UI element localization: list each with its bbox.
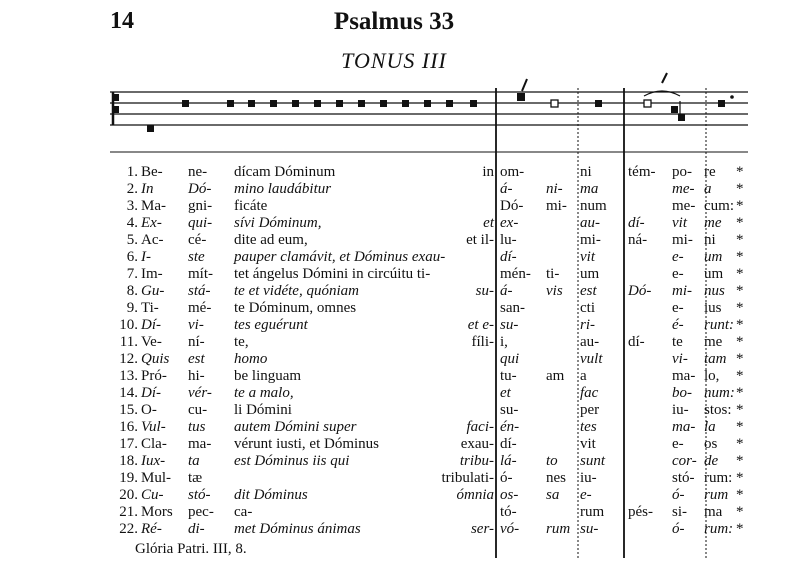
syllable: Vul-	[141, 419, 166, 435]
syllable: mén-	[500, 266, 531, 282]
syllable: est	[188, 351, 205, 367]
syllable: stos:	[704, 402, 732, 418]
asterisk-mark: *	[736, 402, 744, 418]
syllable: ómnia	[456, 487, 494, 503]
syllable: vér-	[188, 385, 212, 401]
syllable: dí-	[628, 334, 645, 350]
neume-note-hollow	[644, 100, 651, 107]
asterisk-mark: *	[736, 470, 744, 486]
syllable: mi-	[672, 232, 693, 248]
syllable: In	[141, 181, 154, 197]
syllable: Dí-	[141, 317, 161, 333]
syllable: ma-	[672, 368, 696, 384]
verse-number: 21.	[119, 504, 138, 520]
syllable: os-	[500, 487, 519, 503]
syllable: exau-	[460, 436, 494, 452]
syllable: bo-	[672, 385, 692, 401]
syllable: est	[580, 283, 597, 299]
syllable: rum	[704, 487, 729, 503]
verse-number: 6.	[126, 249, 138, 265]
syllable: um	[580, 266, 600, 282]
syllable: rum:	[704, 470, 733, 486]
syllable: fíli-	[471, 334, 494, 350]
syllable: di-	[188, 521, 205, 537]
syllable: é-	[672, 317, 684, 333]
syllable: ni	[704, 232, 716, 248]
verse-number: 8.	[126, 283, 138, 299]
verse-text: be linguam	[234, 368, 302, 384]
syllable: Iux-	[141, 453, 166, 469]
verse-text: tes eguérunt	[234, 317, 308, 333]
verse-number: 22.	[119, 521, 138, 537]
syllable: et il-	[466, 232, 494, 248]
syllable: Dó-	[188, 181, 212, 197]
syllable: Cu-	[141, 487, 164, 503]
syllable: ma	[580, 181, 599, 197]
syllable: e-	[672, 266, 684, 282]
syllable: re	[704, 164, 716, 180]
neume-note	[678, 114, 685, 121]
asterisk-mark: *	[736, 453, 744, 469]
syllable: to	[546, 453, 558, 469]
syllable: vis	[546, 283, 563, 299]
syllable: Cla-	[141, 436, 167, 452]
syllable: Ac-	[141, 232, 164, 248]
flex-cell	[234, 351, 494, 368]
syllable: me	[704, 334, 723, 350]
syllable: iu-	[672, 402, 689, 418]
verse-text: dícam Dóminum	[234, 164, 336, 180]
flex-cell	[234, 181, 494, 198]
page-title: Psalmus 33	[333, 8, 455, 35]
verse-text: te,	[234, 334, 249, 350]
syllable: dí-	[500, 249, 517, 265]
neume-note	[402, 100, 409, 107]
neumes	[147, 93, 734, 132]
verse-number: 9.	[126, 300, 138, 316]
flex-cell	[234, 164, 494, 181]
syllable: num:	[704, 385, 735, 401]
clef	[113, 92, 119, 125]
syllable: Im-	[141, 266, 163, 282]
flex-cell	[234, 266, 494, 283]
syllable: lu-	[500, 232, 517, 248]
asterisk-mark: *	[736, 283, 744, 299]
asterisk-mark: *	[736, 164, 744, 180]
syllable: in	[482, 164, 494, 180]
flex-cell	[234, 402, 494, 419]
flex-cell	[234, 334, 494, 351]
syllable: a	[704, 181, 712, 197]
syllable: stó-	[672, 470, 695, 486]
syllable: ní-	[188, 334, 205, 350]
syllable: rum	[546, 521, 571, 537]
neume-note	[336, 100, 343, 107]
verse-number: 17.	[119, 436, 138, 452]
syllable: ma-	[672, 419, 696, 435]
syllable: e-	[672, 436, 684, 452]
syllable: ti-	[546, 266, 560, 282]
syllable: stá-	[188, 283, 211, 299]
neume-note	[470, 100, 477, 107]
syllable: vit	[672, 215, 687, 231]
syllable: vit	[580, 249, 595, 265]
verse-number: 13.	[119, 368, 138, 384]
syllable: stó-	[188, 487, 211, 503]
syllable: Be-	[141, 164, 163, 180]
asterisk-mark: *	[736, 266, 744, 282]
syllable: vult	[580, 351, 603, 367]
flex-cell	[234, 419, 494, 436]
syllable: Ti-	[141, 300, 159, 316]
syllable: et	[500, 385, 511, 401]
syllable: dí-	[500, 436, 517, 452]
syllable: e-	[672, 249, 684, 265]
verse-number: 18.	[119, 453, 138, 469]
mora-dot	[730, 95, 734, 99]
syllable: um	[704, 266, 724, 282]
syllable: ste	[188, 249, 205, 265]
syllable: sa	[546, 487, 560, 503]
verse-text: homo	[234, 351, 268, 367]
verse-text: pauper clamávit, et Dóminus exau-	[234, 249, 446, 265]
verse-number: 15.	[119, 402, 138, 418]
verse-text: dit Dóminus	[234, 487, 308, 503]
asterisk-mark: *	[736, 198, 744, 214]
verse-number: 7.	[126, 266, 138, 282]
asterisk-mark: *	[736, 487, 744, 503]
syllable: O-	[141, 402, 157, 418]
syllable: cor-	[672, 453, 697, 469]
syllable: su-	[580, 521, 599, 537]
neume-note	[671, 106, 678, 113]
asterisk-mark: *	[736, 504, 744, 520]
flex-cell	[234, 300, 494, 317]
syllable: I-	[141, 249, 151, 265]
syllable: lá-	[500, 453, 517, 469]
syllable: ná-	[628, 232, 648, 248]
verse-text: est Dóminus iis qui	[234, 453, 350, 469]
syllable: á-	[500, 283, 513, 299]
syllable: po-	[672, 164, 692, 180]
syllable: vit	[580, 436, 596, 452]
neume-note	[314, 100, 321, 107]
neume-note	[517, 93, 525, 101]
verse-text: te et vidéte, quóniam	[234, 283, 359, 299]
syllable: me	[704, 215, 722, 231]
verse-text: dite ad eum,	[234, 232, 308, 248]
syllable: Quis	[141, 351, 170, 367]
syllable: te	[672, 334, 683, 350]
verse-text: te Dóminum, omnes	[234, 300, 357, 316]
neume-note	[446, 100, 453, 107]
asterisk-mark: *	[736, 249, 744, 265]
syllable: faci-	[466, 419, 494, 435]
syllable: am	[546, 368, 565, 384]
syllable: Mors	[141, 504, 173, 520]
syllable: me-	[672, 198, 696, 214]
syllable: vi-	[188, 317, 204, 333]
page-number: 14	[110, 8, 134, 34]
syllable: cé-	[188, 232, 207, 248]
neume-note	[227, 100, 234, 107]
verse-number: 16.	[119, 419, 138, 435]
syllable: ma	[704, 504, 723, 520]
neume-note	[147, 125, 154, 132]
verse-text: te a malo,	[234, 385, 294, 401]
verse-number: 5.	[126, 232, 138, 248]
flex-cell	[234, 215, 494, 232]
neume-note	[182, 100, 189, 107]
staff-lines	[110, 92, 748, 125]
syllable: tó-	[500, 504, 517, 520]
syllable: et e-	[467, 317, 494, 333]
syllable: pés-	[628, 504, 653, 520]
verse-number: 1.	[126, 164, 138, 180]
neume-note	[292, 100, 299, 107]
verse-text: met Dóminus ánimas	[234, 521, 361, 537]
syllable: me-	[672, 181, 695, 197]
verse-number: 20.	[119, 487, 138, 503]
syllable: tes	[580, 419, 597, 435]
syllable: ta	[188, 453, 200, 469]
verse-number: 11.	[119, 334, 138, 350]
verse-text: autem Dómini super	[234, 419, 357, 435]
syllable: tém-	[628, 164, 656, 180]
syllable: ser-	[470, 521, 494, 537]
asterisk-mark: *	[736, 181, 744, 197]
syllable: mi-	[672, 283, 692, 299]
flex-cell	[234, 249, 494, 266]
syllable: Ma-	[141, 198, 166, 214]
syllable: ni-	[546, 181, 563, 197]
flex-cell	[234, 504, 494, 521]
syllable: mít-	[188, 266, 213, 282]
syllable: Dó-	[500, 198, 524, 214]
syllable: Ré-	[141, 521, 162, 537]
syllable: e-	[580, 487, 592, 503]
syllable: hi-	[188, 368, 205, 384]
syllable: de	[704, 453, 719, 469]
flex-cell	[234, 385, 494, 402]
verse-number: 3.	[126, 198, 138, 214]
flex-cell	[234, 232, 494, 249]
syllable: Gu-	[141, 283, 165, 299]
asterisk-mark: *	[736, 368, 744, 384]
syllable: gni-	[188, 198, 213, 214]
syllable: vó-	[500, 521, 520, 537]
accent-mark	[522, 79, 527, 91]
syllable: Mul-	[141, 470, 171, 486]
syllable: su-	[500, 317, 519, 333]
syllable: tu-	[500, 368, 517, 384]
neume-note	[595, 100, 602, 107]
syllable: au-	[580, 215, 600, 231]
verse-number: 19.	[119, 470, 138, 486]
syllable: om-	[500, 164, 525, 180]
flex-cell	[234, 283, 494, 300]
verse-text: vérunt iusti, et Dóminus	[234, 436, 379, 452]
syllable: tribu-	[459, 453, 494, 469]
syllable: ne-	[188, 164, 208, 180]
syllable: tam	[704, 351, 727, 367]
syllable: cu-	[188, 402, 208, 418]
asterisk-mark: *	[736, 419, 744, 435]
syllable: iu-	[580, 470, 597, 486]
syllable: la	[704, 419, 716, 435]
asterisk-mark: *	[736, 232, 744, 248]
flex-cell	[234, 317, 494, 334]
syllable: um	[704, 249, 723, 265]
flex-cell	[234, 521, 494, 538]
verse-text: tet ángelus Dómini in circúitu ti-	[234, 266, 431, 282]
flex-cell	[234, 470, 494, 487]
verse-number: 10.	[119, 317, 138, 333]
syllable: ius	[704, 300, 722, 316]
syllable: dí-	[628, 215, 645, 231]
syllable: fac	[580, 385, 599, 401]
asterisk-mark: *	[736, 385, 744, 401]
flex-cell	[234, 436, 494, 453]
verse-number: 2.	[126, 181, 138, 197]
syllable: Dó-	[628, 283, 652, 299]
neume-note	[380, 100, 387, 107]
verse-number: 4.	[126, 215, 138, 231]
syllable: os	[704, 436, 718, 452]
syllable: su-	[500, 402, 519, 418]
syllable: nus	[704, 283, 725, 299]
syllable: su-	[475, 283, 494, 299]
verse-text: li Dómini	[234, 402, 292, 418]
neume-note-hollow	[551, 100, 558, 107]
verse-number: 12.	[119, 351, 138, 367]
neume-note	[718, 100, 725, 107]
verse-text: ca-	[234, 504, 253, 520]
verse-text: mino laudábitur	[234, 181, 332, 197]
syllable: au-	[580, 334, 600, 350]
syllable: mé-	[188, 300, 212, 316]
verse-text: ficáte	[234, 198, 268, 214]
flex-cell	[234, 368, 494, 385]
syllable: nes	[546, 470, 566, 486]
syllable: ex-	[500, 215, 519, 231]
clef-block	[113, 94, 119, 101]
asterisk-mark: *	[736, 521, 744, 537]
syllable: a	[580, 368, 587, 384]
syllable: tribulati-	[441, 470, 494, 486]
syllable: num	[580, 198, 607, 214]
syllable: Pró-	[141, 368, 167, 384]
syllable: vi-	[672, 351, 688, 367]
tone-heading: TONUS III	[341, 48, 447, 73]
syllable: mi-	[580, 232, 601, 248]
syllable: si-	[672, 504, 687, 520]
syllable: rum	[580, 504, 605, 520]
flex-cell	[234, 198, 494, 215]
syllable: Dí-	[141, 385, 161, 401]
syllable: qui	[500, 351, 520, 367]
syllable: ni	[580, 164, 592, 180]
syllable: per	[580, 402, 600, 418]
asterisk-mark: *	[736, 351, 744, 367]
syllable: i,	[500, 334, 508, 350]
neume-note	[270, 100, 277, 107]
flex-cell	[234, 487, 494, 504]
syllable: á-	[500, 181, 513, 197]
syllable: lo,	[704, 368, 720, 384]
syllable: tus	[188, 419, 206, 435]
asterisk-mark: *	[736, 436, 744, 452]
syllable: ri-	[580, 317, 595, 333]
syllable: ma-	[188, 436, 212, 452]
syllable: mi-	[546, 198, 567, 214]
asterisk-mark: *	[736, 300, 744, 316]
asterisk-mark: *	[736, 334, 744, 350]
neume-note	[424, 100, 431, 107]
syllable: cum:	[704, 198, 734, 214]
asterisk-mark: *	[736, 215, 744, 231]
syllable: én-	[500, 419, 520, 435]
syllable: san-	[500, 300, 525, 316]
syllable: Ve-	[141, 334, 162, 350]
syllable: ó-	[672, 487, 685, 503]
syllable: qui-	[188, 215, 213, 231]
asterisk-mark: *	[736, 317, 744, 333]
syllable: pec-	[188, 504, 214, 520]
neume-note	[248, 100, 255, 107]
verse-number: 14.	[119, 385, 138, 401]
clef-block	[113, 106, 119, 113]
verse-text: sívi Dóminum,	[234, 215, 322, 231]
flex-cell	[234, 453, 494, 470]
syllable: tæ	[188, 470, 203, 486]
syllable: cti	[580, 300, 595, 316]
syllable: runt:	[704, 317, 734, 333]
neume-note	[358, 100, 365, 107]
accent-mark	[662, 73, 667, 83]
syllable: Ex-	[141, 215, 162, 231]
syllable: e-	[672, 300, 684, 316]
syllable: et	[483, 215, 494, 231]
syllable: sunt	[580, 453, 606, 469]
syllable: ó-	[672, 521, 685, 537]
gloria-line: Glória Patri. III, 8.	[135, 541, 247, 557]
syllable: ó-	[500, 470, 513, 486]
syllable: rum:	[704, 521, 734, 537]
